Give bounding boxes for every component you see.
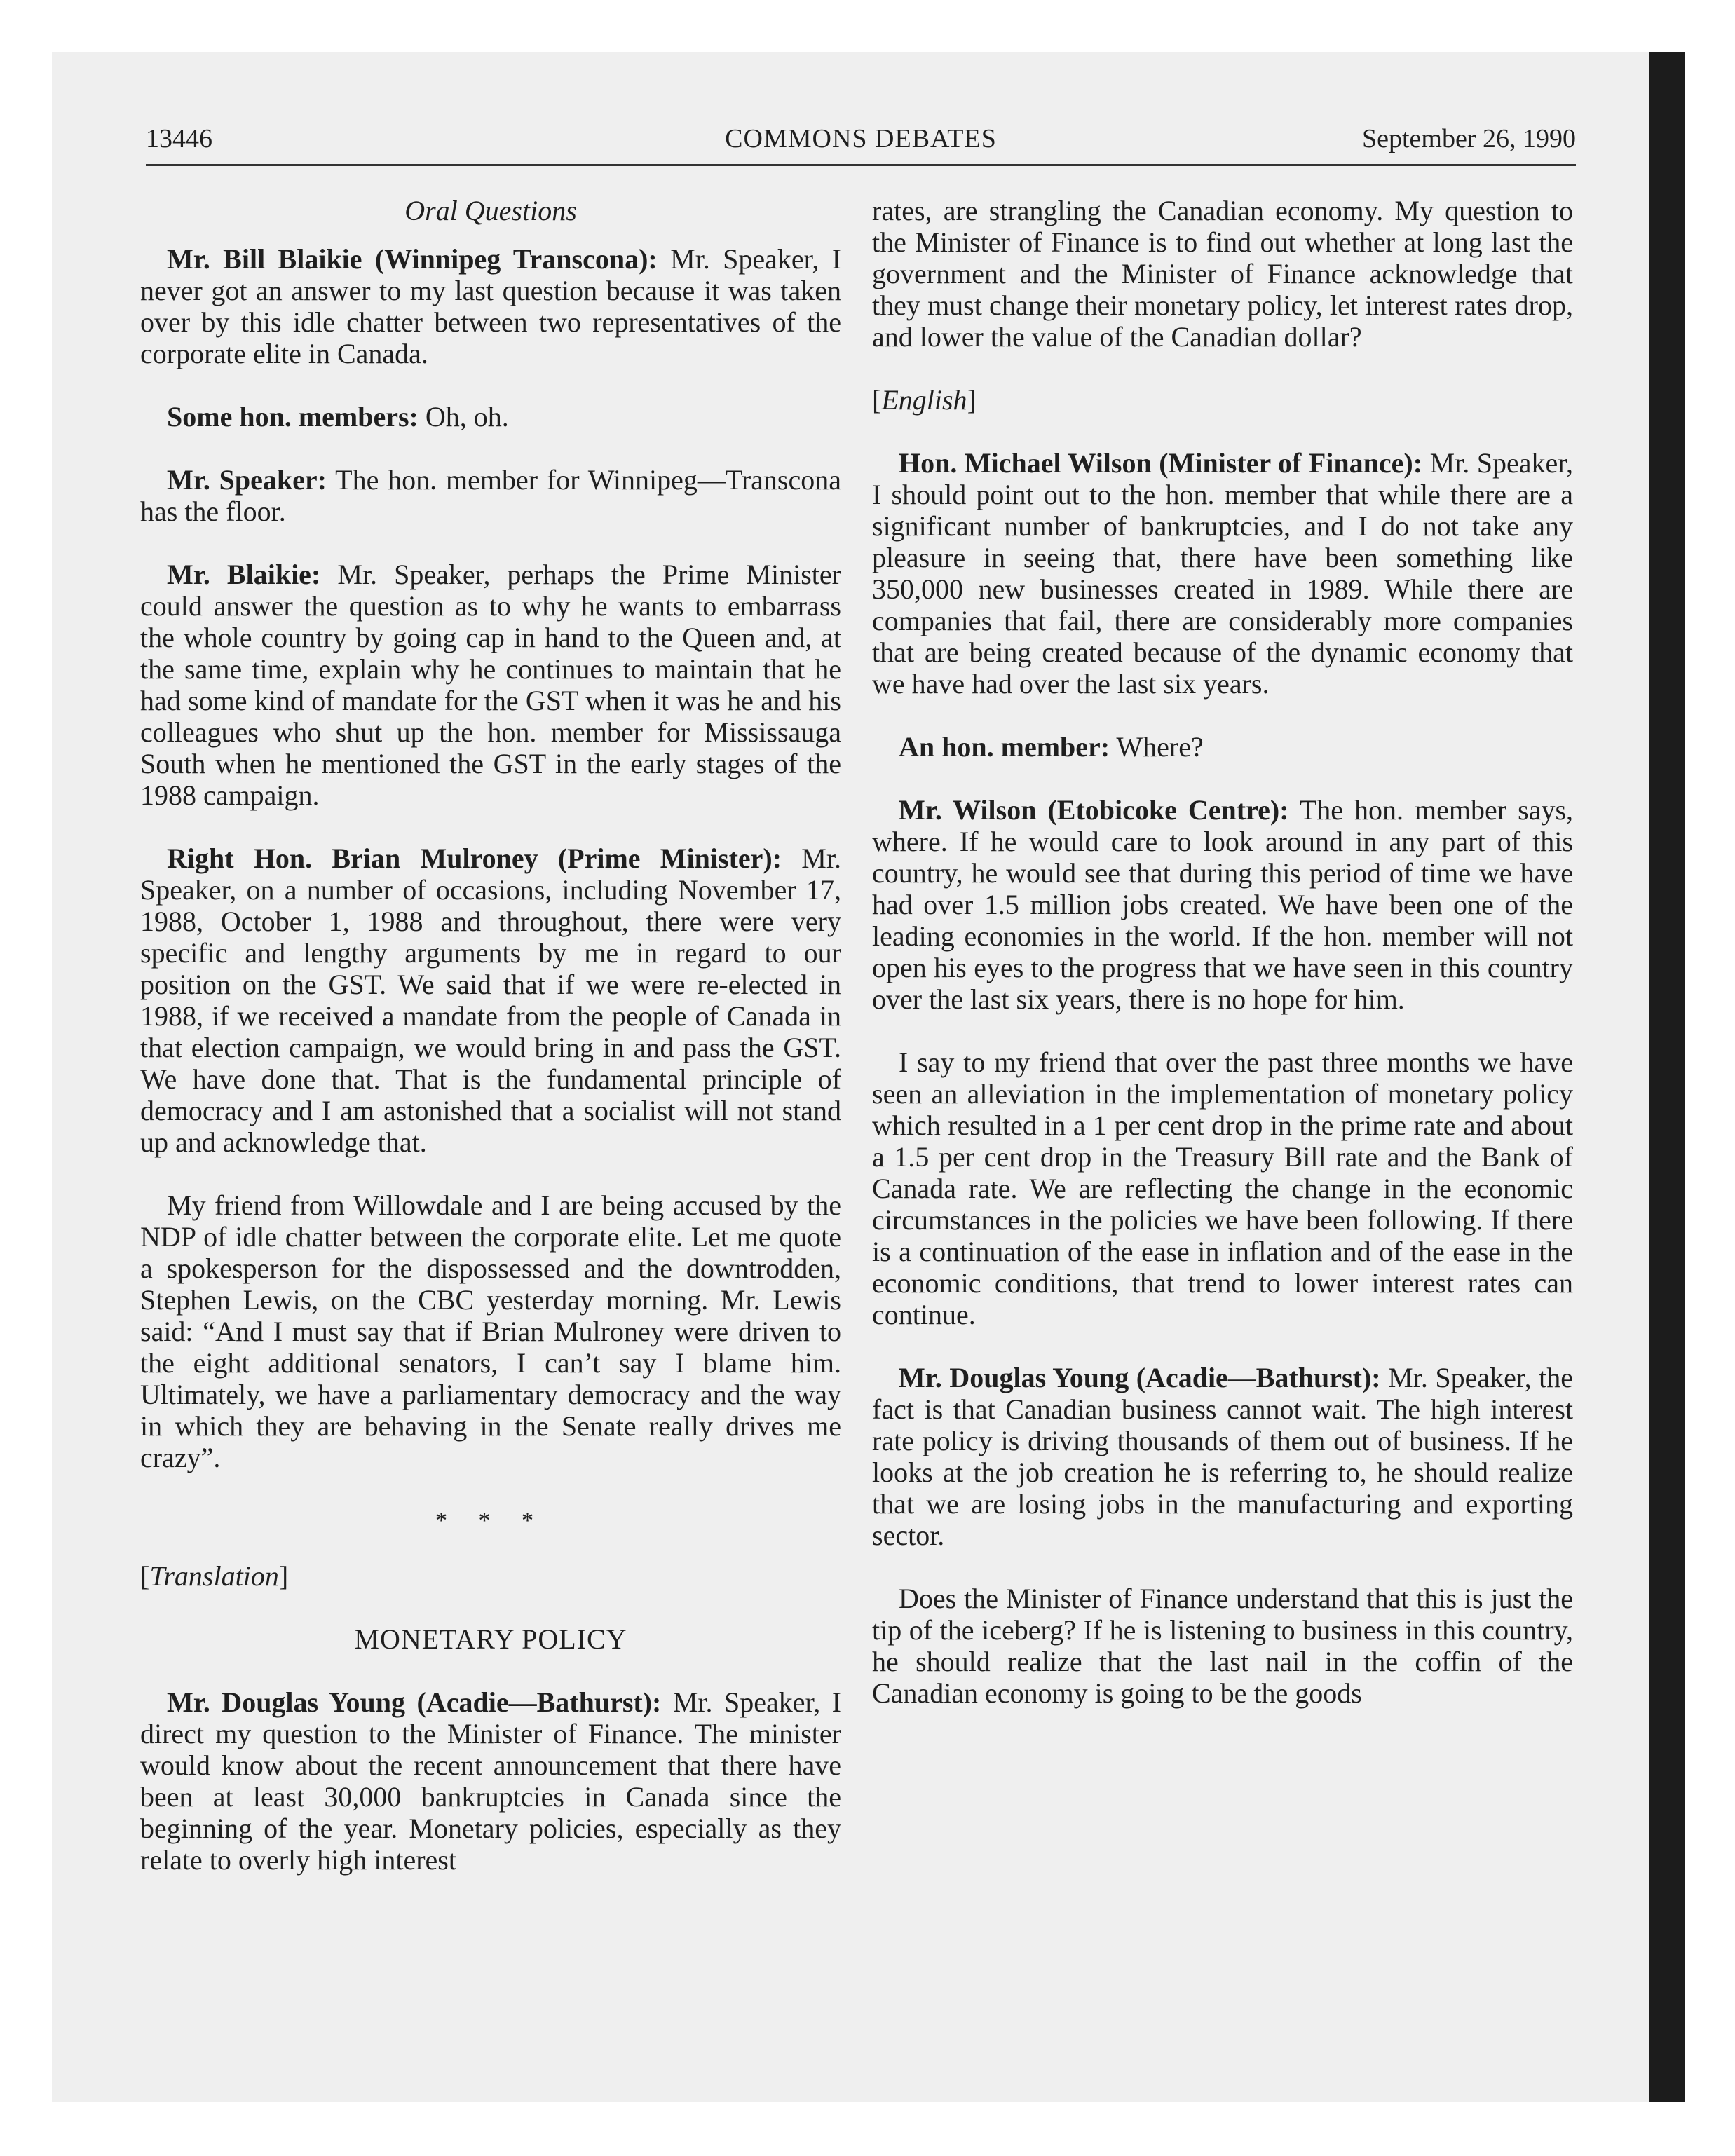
speech-text: The hon. member says, where. If he would care to look around in any part of this country, he would see that during this period of time we have had over 1.5 million jobs created. We have been one of the leading economies in the world. If the hon. member will not open his eyes to the progress that we have seen in this country over the last six years, there is no hope for him. bbox=[872, 794, 1574, 1015]
left-column bbox=[140, 195, 841, 1876]
paragraph bbox=[872, 731, 1573, 763]
paragraph bbox=[140, 559, 841, 811]
speech-text: Mr. Speaker, the fact is that Canadian business cannot wait. The high interest rate policy is driving thousands of them out of business. If he looks at the job creation he is referring to, he should realize that we are losing jobs in the manufacturing and exporting sector. bbox=[872, 1362, 1573, 1551]
paragraph bbox=[872, 794, 1573, 1015]
page-number: 13446 bbox=[146, 124, 212, 153]
speech-text: The hon. member for Winnipeg—Transcona has the floor. bbox=[140, 464, 842, 527]
paragraph bbox=[140, 1686, 841, 1876]
paragraph bbox=[872, 1583, 1573, 1709]
speaker-name: Mr. Speaker: bbox=[167, 464, 327, 496]
english-label: English bbox=[881, 384, 967, 416]
speaker-name: Mr. Bill Blaikie (Winnipeg Transcona): bbox=[167, 243, 658, 275]
speaker-name: Mr. Douglas Young (Acadie—Bathurst): bbox=[899, 1362, 1381, 1393]
section-title: Oral Questions bbox=[404, 195, 577, 226]
paragraph bbox=[140, 464, 841, 527]
speaker-name: Hon. Michael Wilson (Minister of Finance): bbox=[899, 447, 1423, 479]
translation-marker: [Translation] bbox=[140, 1560, 289, 1592]
translation-label: Translation bbox=[149, 1560, 279, 1592]
speech-text: Mr. Speaker, I direct my question to the Minister of Finance. The minister would know about the recent announcement that there have been at least 30,000 bankruptcies in Canada since the beginning of the year. Monetary policies, especially as they relate to overly high interest bbox=[140, 1686, 841, 1876]
paragraph bbox=[872, 1362, 1573, 1551]
speech-text: Mr. Speaker, on a number of occasions, including November 17, 1988, October 1, 1988 and throughout, there were very specific and lengthy arguments by me in regard to our position on the GST. We said that if we were re-elected in 1988, if we received a mandate from the people of Canada in that election campaign, we would bring in and pass the GST. We have done that. That is the fundamental principle of democracy and I am astonished that a socialist will not stand up and acknowledge that. bbox=[140, 842, 841, 1158]
paragraph bbox=[872, 447, 1573, 700]
speaker-name: Mr. Wilson (Etobicoke Centre): bbox=[899, 794, 1289, 826]
scan-edge-bar bbox=[1649, 52, 1685, 2102]
paragraph-continued bbox=[872, 195, 1573, 353]
speaker-name: Mr. Blaikie: bbox=[167, 559, 321, 590]
speaker-name: An hon. member: bbox=[899, 731, 1110, 763]
speaker-name: Some hon. members: bbox=[167, 401, 419, 432]
right-column bbox=[872, 195, 1573, 1709]
speech-text: Mr. Speaker, I never got an answer to my last question because it was taken over by this idle chatter between two representatives of the corporate elite in Canada. bbox=[140, 243, 841, 369]
header-rule bbox=[146, 164, 1576, 166]
page-header bbox=[146, 123, 1576, 165]
publication-title: COMMONS DEBATES bbox=[725, 124, 997, 153]
speech-text: Mr. Speaker, I should point out to the hon. member that while there are a significant number of bankruptcies, and I do not take any pleasure in seeing that, there have been something like 350,000 new businesses created in 1989. While there are companies that fail, there are considerably more companies that are being created because of the dynamic economy that we have had over the last six years. bbox=[872, 447, 1574, 700]
paragraph bbox=[140, 243, 841, 369]
paragraph bbox=[140, 1189, 841, 1473]
speech-text: Mr. Speaker, perhaps the Prime Minister could answer the question as to why he wants to embarrass the whole country by going cap in hand to the Queen and, at the same time, explain why he continues to maintain that he had some kind of mandate for the GST when it was he and his colleagues who shut up the hon. member for Mississauga South when he mentioned the GST in the early stages of the 1988 campaign. bbox=[140, 559, 841, 811]
language-marker: [English] bbox=[872, 384, 977, 416]
speech-text: Oh, oh. bbox=[418, 401, 509, 432]
section-divider: * * * bbox=[435, 1508, 546, 1534]
speaker-name: Mr. Douglas Young (Acadie—Bathurst): bbox=[167, 1686, 662, 1718]
paragraph bbox=[140, 842, 841, 1158]
paragraph bbox=[872, 1046, 1573, 1330]
speech-text: I say to my friend that over the past three months we have seen an alleviation in the implementation of monetary policy which resulted in a 1 per cent drop in the prime rate and about a 1.5 per cent drop in the Treasury Bill rate and the Bank of Canada rate. We are reflecting the change in the economic circumstances in the policies we have been following. If there is a continuation of the ease in inflation and of the ease in the economic conditions, that trend to lower interest rates can continue. bbox=[872, 1046, 1573, 1330]
paragraph bbox=[140, 401, 841, 432]
speech-text: Where? bbox=[1110, 731, 1204, 763]
section-heading: MONETARY POLICY bbox=[354, 1623, 627, 1655]
speech-text: rates, are strangling the Canadian economy. My question to the Minister of Finance is to find out whether at long last the government and the Minister of Finance acknowledge that they must change their monetary policy, let interest rates drop, and lower the value of the Canadian dollar? bbox=[872, 195, 1573, 353]
publication-date: September 26, 1990 bbox=[1361, 124, 1576, 153]
speech-text: Does the Minister of Finance understand that this is just the tip of the iceberg? If he is listening to business in this country, he should realize that the last nail in the coffin of the Canadian economy is going to be the goods bbox=[872, 1583, 1573, 1709]
speech-text: My friend from Willowdale and I are being accused by the NDP of idle chatter between the corporate elite. Let me quote a spokesperson for the dispossessed and the downtrodden, Stephen Lewis, on the CBC yesterday morning. Mr. Lewis said: “And I must say that if Brian Mulroney were driven to the eight additional senators, I can’t say I blame him. Ultimately, we have a parliamentary democracy and the way in which they are behaving in the Senate really drives me crazy”. bbox=[140, 1189, 841, 1473]
speaker-name: Right Hon. Brian Mulroney (Prime Minister): bbox=[167, 842, 782, 874]
